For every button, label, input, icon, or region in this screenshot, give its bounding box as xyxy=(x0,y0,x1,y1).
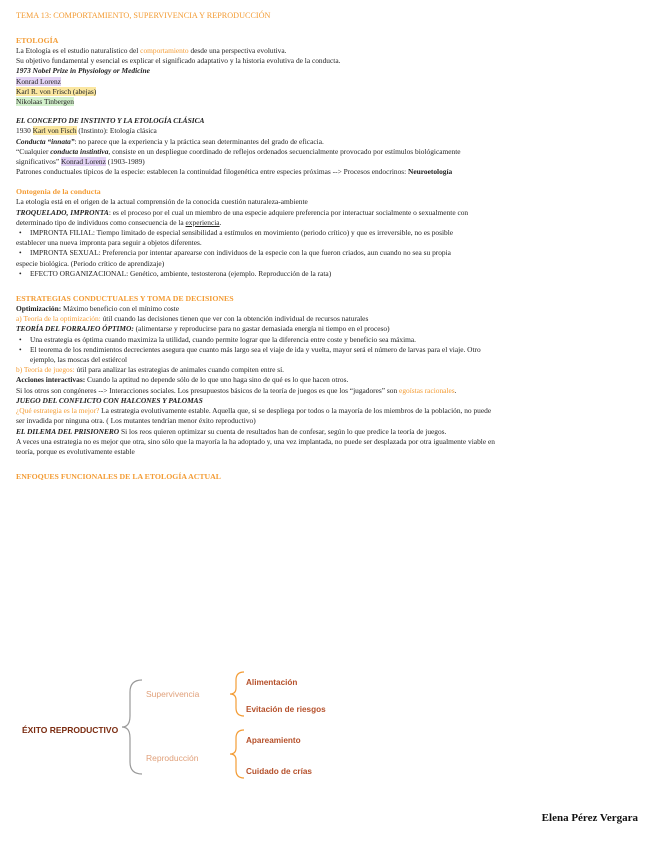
bullet-impronta-filial-cont: establecer una nueva impronta para seguir a objetos diferentes. xyxy=(16,238,202,248)
estrategias-line-7: JUEGO DEL CONFLICTO CON HALCONES Y PALOMAS xyxy=(16,395,203,405)
instinto-line-2: Conducta “innata”: no parece que la experiencia y la práctica sean determinantes del grado de eficacia. xyxy=(16,136,324,146)
diagram-leaf-apareamiento: Apareamiento xyxy=(246,736,301,745)
estrategias-line-2: a) Teoría de la optimización: útil cuando las decisiones tienen que ver con la obtención individual de recursos naturales xyxy=(16,314,369,324)
section-enfoques-heading: ENFOQUES FUNCIONALES DE LA ETOLOGÍA ACTUAL xyxy=(16,472,222,482)
bullet-efecto-organizacional: • EFECTO ORGANIZACIONAL: Genético, ambiente, testosterona (ejemplo. Reproducción de la rata) xyxy=(16,269,642,279)
estrategias-line-6: Si los otros son congéneres --> Interacciones sociales. Los presupuestos básicos de la teoría de juegos es que los “jugadores” son egoístas racionales. xyxy=(16,385,457,395)
estrategias-line-4: b) Teoría de juegos: útil para analizar las estrategias de animales cuando compiten entre sí. xyxy=(16,365,284,375)
page-title: TEMA 13: COMPORTAMIENTO, SUPERVIVENCIA Y REPRODUCCIÓN xyxy=(16,11,271,20)
diagram-leaf-evitacion-riesgos: Evitación de riesgos xyxy=(246,705,326,714)
bullet-teorema-rendimientos-cont: ejemplo, las moscas del estiércol xyxy=(30,355,128,365)
name-tinbergen: Nikolaas Tinbergen xyxy=(16,97,74,107)
diagram-root-label: ÉXITO REPRODUCTIVO xyxy=(22,725,119,735)
estrategias-line-12: teoría, porque es evolutivamente estable xyxy=(16,446,135,456)
diagram-root-brace xyxy=(122,680,142,774)
bullet-estrategia-optima: • Una estrategia es óptima cuando maximiza la utilidad, cuando permite lograr que la diferencia entre coste y beneficio sea máxima. xyxy=(16,335,642,345)
instinto-line-1: 1930 Karl von Fisch (Instinto): Etología clásica xyxy=(16,126,157,136)
section-ontogenia-heading: Ontogenia de la conducta xyxy=(16,187,101,197)
diagram-reproduccion-brace xyxy=(230,730,244,778)
section-instinto-heading: EL CONCEPTO DE INSTINTO Y LA ETOLOGÍA CLÁSICA xyxy=(16,116,205,126)
ontogenia-line-2: TROQUELADO, IMPRONTA: es el proceso por el cual un miembro de una especie adquiere preferencia por interactuar socialmente o sexualmente con xyxy=(16,207,469,217)
ontogenia-line-3: determinado tipo de individuos como consecuencia de la experiencia. xyxy=(16,217,222,227)
estrategias-line-8: ¿Qué estrategia es la mejor? La estrategia evolutivamente estable. Aquella que, si se despliega por todos o la mayoría de los miembros de la población, no puede xyxy=(16,406,492,416)
etologia-line-2: Su objetivo fundamental y esencial es explicar el significado adaptativo y la historia evolutiva de la conducta. xyxy=(16,56,341,66)
bullet-teorema-rendimientos: • El teorema de los rendimientos decrecientes asegura que cuanto más largo sea el viaje de ida y vuelta, mayor será el número de larvas para el viaje. Otro xyxy=(16,345,642,355)
bullet-impronta-filial: • IMPRONTA FILIAL: Tiempo limitado de especial sensibilidad a estímulos en movimiento (periodo crítico) y que es irreversible, no es posible xyxy=(16,228,642,238)
diagram-branch-reproduccion: Reproducción xyxy=(146,753,199,763)
ontogenia-line-1: La etología está en el origen de la actual comprensión de la conocida cuestión naturaleza-ambiente xyxy=(16,197,308,207)
diagram-branch-supervivencia: Supervivencia xyxy=(146,689,200,699)
diagram-supervivencia-brace xyxy=(230,672,244,716)
document-page xyxy=(16,10,642,482)
instinto-line-3: “Cualquier conducta instintiva, consiste en un despliegue coordinado de reflejos ordenados secuencialmente provocado por estímulos biológicamente xyxy=(16,146,461,156)
bullet-impronta-sexual: • IMPRONTA SEXUAL: Preferencia por intentar aparearse con individuos de la especie con la que fueron criados, aun cuando no sea su propia xyxy=(16,248,642,258)
author-signature: Elena Pérez Vergara xyxy=(541,812,638,824)
nobel-prize-line: 1973 Nobel Prize in Physiology or Medicine xyxy=(16,66,150,76)
section-estrategias-heading: ESTRATEGIAS CONDUCTUALES Y TOMA DE DECISIONES xyxy=(16,294,234,304)
estrategias-line-11: A veces una estrategia no es mejor que otra, sino sólo que la mayoría la ha adoptado y, una vez implantada, no puede ser desplazada por otra igualmente viable en xyxy=(16,436,495,446)
name-lorenz: Konrad Lorenz xyxy=(16,76,61,86)
diagram-leaf-alimentacion: Alimentación xyxy=(246,678,298,687)
bullet-impronta-sexual-cont: especie biológica. (Periodo crítico de aprendizaje) xyxy=(16,258,165,268)
name-frisch: Karl R. von Frisch (abejas) xyxy=(16,86,97,96)
diagram-leaf-cuidado-crias: Cuidado de crías xyxy=(246,767,312,776)
instinto-line-4: significativos” Konrad Lorenz (1903-1989) xyxy=(16,157,145,167)
etologia-line-1: La Etología es el estudio naturalístico del comportamiento desde una perspectiva evolutiva. xyxy=(16,46,287,55)
estrategias-line-10: EL DILEMA DEL PRISIONERO Si los reos quieren optimizar su cuenta de resultados han de confesar, según lo que predice la teoría de juegos. xyxy=(16,426,447,436)
estrategias-line-5: Acciones interactivas: Cuando la aptitud no depende sólo de lo que uno haga sino de qué es lo que hacen otros. xyxy=(16,375,349,385)
estrategias-line-3: TEORÍA DEL FORRAJEO ÓPTIMO: (alimentarse y reproducirse para no gastar demasiada energía ni tiempo en el proceso) xyxy=(16,324,390,334)
instinto-line-5: Patrones conductuales típicos de la especie: establecen la continuidad filogenética entre especies próximas --> Procesos endocrinos: Neuroetología xyxy=(16,167,453,177)
estrategias-line-1: Optimización: Máximo beneficio con el mínimo coste xyxy=(16,304,179,314)
section-etologia-heading: ETOLOGÍA xyxy=(16,36,59,45)
estrategias-line-9: ser invadida por ninguna otra. ( Los mutantes tendrían menor éxito reproductivo) xyxy=(16,416,256,426)
